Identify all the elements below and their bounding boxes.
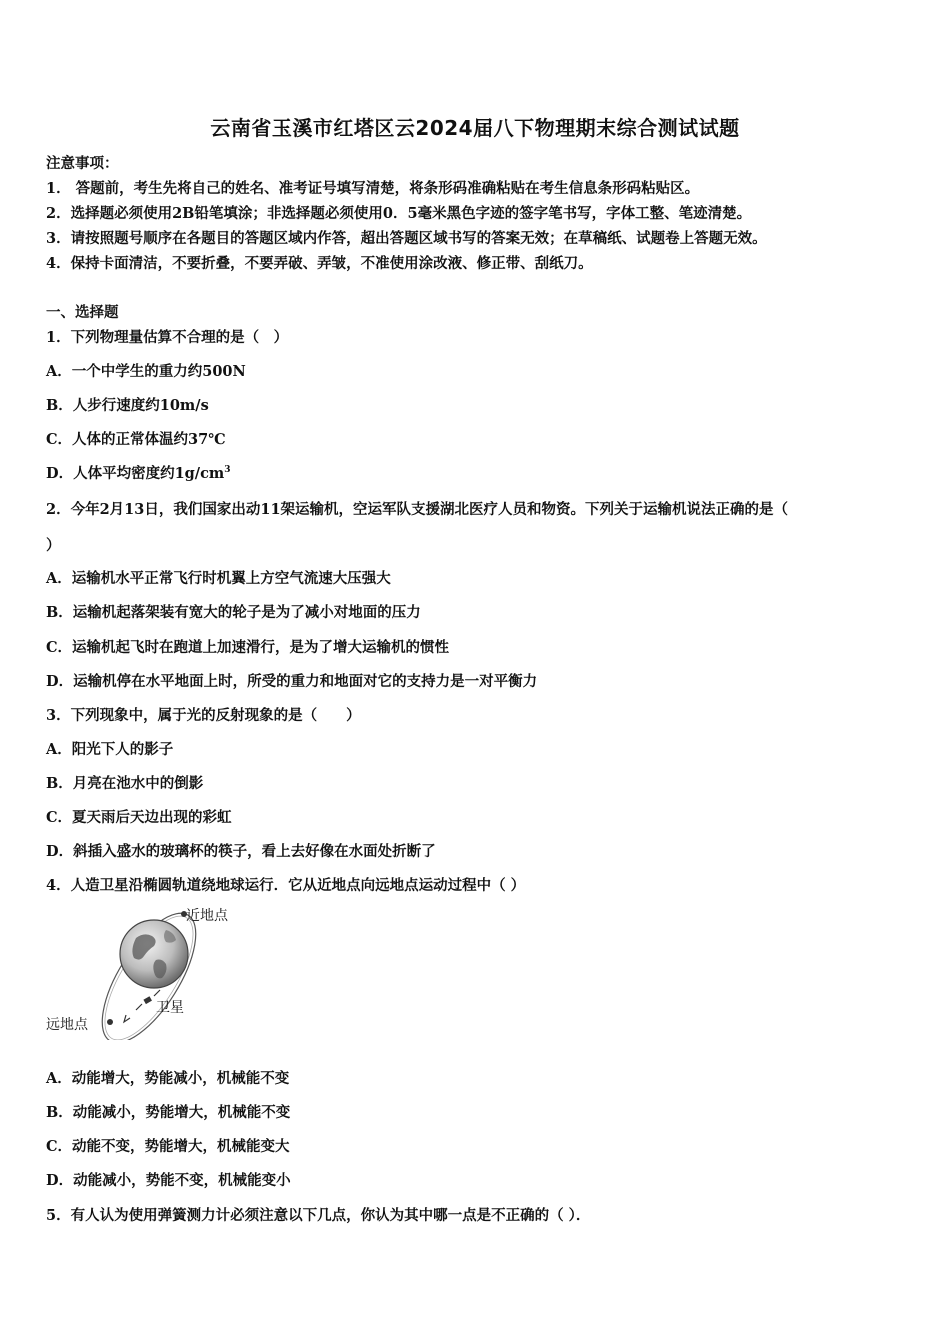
- q3-option-b: B．月亮在池水中的倒影: [46, 775, 204, 792]
- q1-option-d: [46, 462, 231, 483]
- orbit-figure: [44, 900, 254, 1040]
- q2-option-b: B．运输机起落架装有宽大的轮子是为了减小对地面的压力: [46, 604, 421, 621]
- far-point-label: 远地点: [46, 1017, 88, 1033]
- q5-stem: 5．有人认为使用弹簧测力计必须注意以下几点，你认为其中哪一点是不正确的（ ）．: [46, 1207, 591, 1224]
- notice-item-3: 3．请按照题号顺序在各题目的答题区域内作答，超出答题区域书写的答案无效；在草稿纸、试题卷上答题无效。: [46, 230, 767, 247]
- q2-stem-cont: ）: [46, 537, 61, 554]
- q3-stem: 3．下列现象中，属于光的反射现象的是（ ）: [46, 707, 361, 724]
- q3-option-d: D．斜插入盛水的玻璃杯的筷子，看上去好像在水面处折断了: [46, 843, 436, 860]
- notice-item-2: 2．选择题必须使用2B铅笔填涂；非选择题必须使用0．5毫米黑色字迹的签字笔书写，字体工整、笔迹清楚。: [46, 205, 752, 222]
- page-title: 云南省玉溪市红塔区云2024届八下物理期末综合测试试题: [210, 116, 740, 140]
- satellite-label: 卫星: [156, 1000, 184, 1016]
- notice-item-1: 1． 答题前，考生先将自己的姓名、准考证号填写清楚，将条形码准确粘贴在考生信息条形码粘贴区。: [46, 180, 700, 197]
- q3-option-c: C．夏天雨后天边出现的彩虹: [46, 809, 232, 826]
- q2-option-d: D．运输机停在水平地面上时，所受的重力和地面对它的支持力是一对平衡力: [46, 673, 538, 690]
- q4-option-b: B．动能减小，势能增大，机械能不变: [46, 1104, 291, 1121]
- q1-option-a: A．一个中学生的重力约500N: [46, 363, 246, 380]
- notice-heading: 注意事项：: [46, 155, 119, 172]
- q3-option-a: A．阳光下人的影子: [46, 741, 174, 758]
- q2-option-c: C．运输机起飞时在跑道上加速滑行，是为了增大运输机的惯性: [46, 639, 450, 656]
- q2-stem: 2．今年2月13日，我们国家出动11架运输机，空运军队支援湖北医疗人员和物资。下列关于运输机说法正确的是（: [46, 501, 789, 518]
- q1-option-b: B．人步行速度约10m/s: [46, 397, 209, 414]
- q1-option-d-sup: 3: [224, 465, 231, 476]
- q4-option-d: D．动能减小，势能不变，机械能变小: [46, 1172, 291, 1189]
- q1-stem: 1．下列物理量估算不合理的是（ ）: [46, 329, 289, 346]
- notice-item-4: 4．保持卡面清洁，不要折叠，不要弄破、弄皱，不准使用涂改液、修正带、刮纸刀。: [46, 255, 593, 272]
- near-point-label: 近地点: [186, 908, 228, 924]
- q4-stem: 4．人造卫星沿椭圆轨道绕地球运行．它从近地点向远地点运动过程中（ ）: [46, 877, 526, 894]
- q1-option-d-text: D．人体平均密度约1g/cm: [46, 465, 225, 482]
- q4-option-a: A．动能增大，势能减小，机械能不变: [46, 1070, 290, 1087]
- q2-option-a: A．运输机水平正常飞行时机翼上方空气流速大压强大: [46, 570, 391, 587]
- section-heading: 一、选择题: [46, 304, 119, 321]
- q1-option-c: C．人体的正常体温约37℃: [46, 431, 226, 448]
- q4-option-c: C．动能不变，势能增大，机械能变大: [46, 1138, 290, 1155]
